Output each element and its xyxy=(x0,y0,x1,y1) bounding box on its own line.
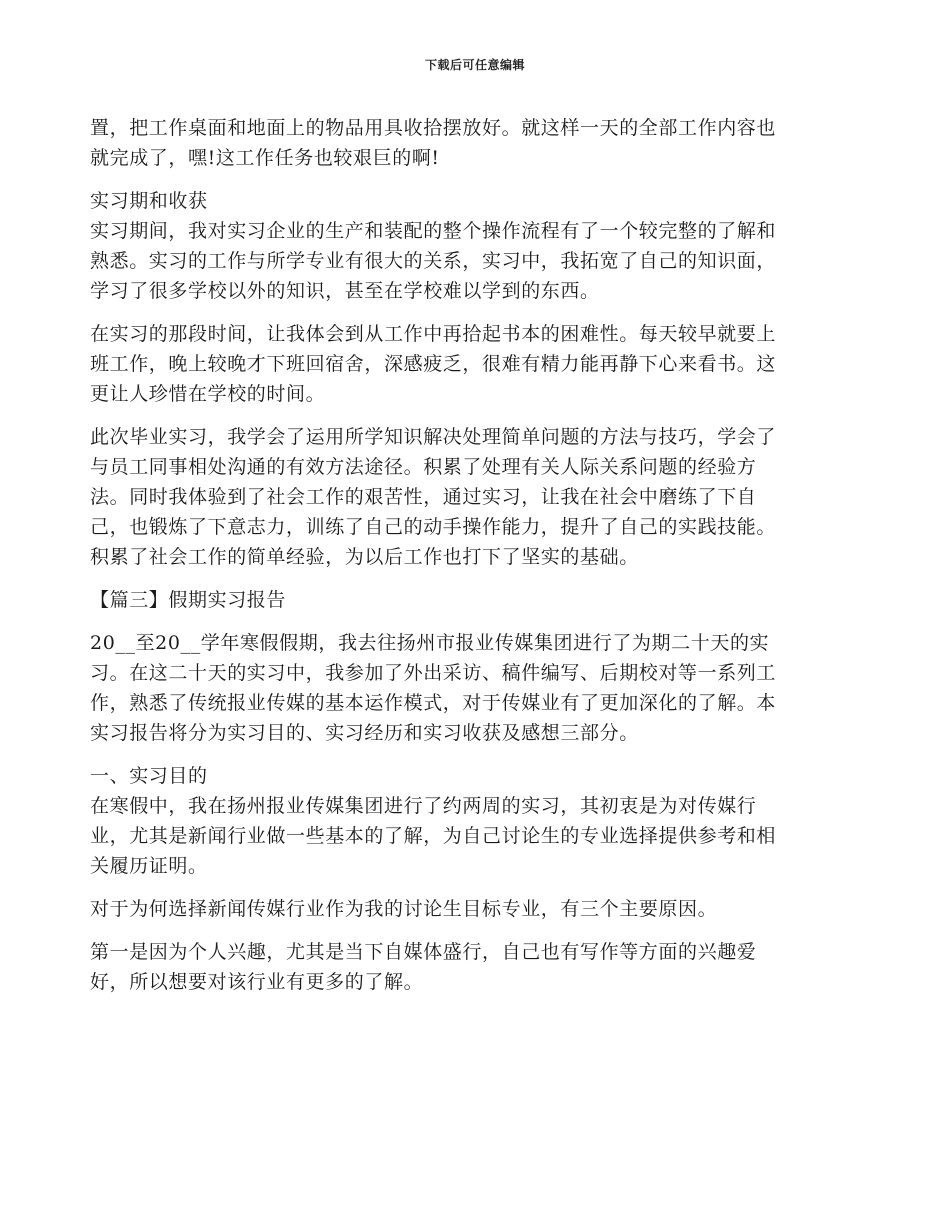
text-line: 与员工同事相处沟通的有效方法途径。积累了处理有关人际关系问题的经验方 xyxy=(90,456,757,478)
text-line: 己，也锻炼了下意志力，训练了自己的动手操作能力，提升了自己的实践技能。 xyxy=(90,516,777,538)
text-line: 业，尤其是新闻行业做一些基本的了解，为自己讨论生的专业选择提供参考和相 xyxy=(90,825,777,847)
text-line: 学习了很多学校以外的知识，甚至在学校难以学到的东西。 xyxy=(90,280,600,302)
text-line: 置，把工作桌面和地面上的物品用具收拾摆放好。就这样一天的全部工作内容也 xyxy=(90,117,777,139)
paragraph xyxy=(90,186,860,306)
text-line: 法。同时我体验到了社会工作的艰苦性，通过实习，让我在社会中磨练了下自 xyxy=(90,486,757,508)
paragraph xyxy=(90,628,860,748)
paragraph xyxy=(90,937,860,997)
text-line: 积累了社会工作的简单经验，为以后工作也打下了坚实的基础。 xyxy=(90,546,639,568)
paragraph xyxy=(90,761,860,881)
page-header: 下载后可任意编辑 xyxy=(424,58,525,72)
paragraph xyxy=(90,113,860,173)
text-line: 习。在这二十天的实习中，我参加了外出采访、稿件编写、后期校对等一系列工 xyxy=(90,662,777,684)
text-line: 20__至20__学年寒假假期，我去往扬州市报业传媒集团进行了为期二十天的实 xyxy=(90,632,770,654)
text-line: 作，熟悉了传统报业传媒的基本运作模式，对于传媒业有了更加深化的了解。本 xyxy=(90,692,777,714)
text-line: 实习报告将分为实习目的、实习经历和实习收获及感想三部分。 xyxy=(90,722,639,744)
text-line: 好，所以想要对该行业有更多的了解。 xyxy=(90,971,424,993)
text-line: 对于为何选择新闻传媒行业作为我的讨论生目标专业，有三个主要原因。 xyxy=(90,898,718,920)
text-line: 此次毕业实习，我学会了运用所学知识解决处理简单问题的方法与技巧，学会了 xyxy=(90,426,777,448)
paragraph xyxy=(90,319,860,409)
text-line: 实习期间，我对实习企业的生产和装配的整个操作流程有了一个较完整的了解和 xyxy=(90,220,777,242)
text-line: 在实习的那段时间，让我体会到从工作中再拾起书本的困难性。每天较早就要上 xyxy=(90,323,777,345)
paragraph xyxy=(90,422,860,572)
text-line: 关履历证明。 xyxy=(90,855,208,877)
text-line: 就完成了，嘿!这工作任务也较艰巨的啊! xyxy=(90,147,440,169)
paragraph xyxy=(90,894,860,924)
section-heading: 【篇三】假期实习报告 xyxy=(90,589,287,611)
text-line: 在寒假中，我在扬州报业传媒集团进行了约两周的实习，其初衷是为对传媒行 xyxy=(90,795,757,817)
section-heading: 一、实习目的 xyxy=(90,765,208,787)
section-heading: 实习期和收获 xyxy=(90,190,208,212)
text-line: 第一是因为个人兴趣，尤其是当下自媒体盛行，自己也有写作等方面的兴趣爱 xyxy=(90,941,757,963)
document-body xyxy=(90,113,860,997)
text-line: 班工作，晚上较晚才下班回宿舍，深感疲乏，很难有精力能再静下心来看书。这 xyxy=(90,353,777,375)
text-line: 更让人珍惜在学校的时间。 xyxy=(90,383,326,405)
paragraph xyxy=(90,585,860,615)
text-line: 熟悉。实习的工作与所学专业有很大的关系，实习中，我拓宽了自己的知识面， xyxy=(90,250,777,272)
